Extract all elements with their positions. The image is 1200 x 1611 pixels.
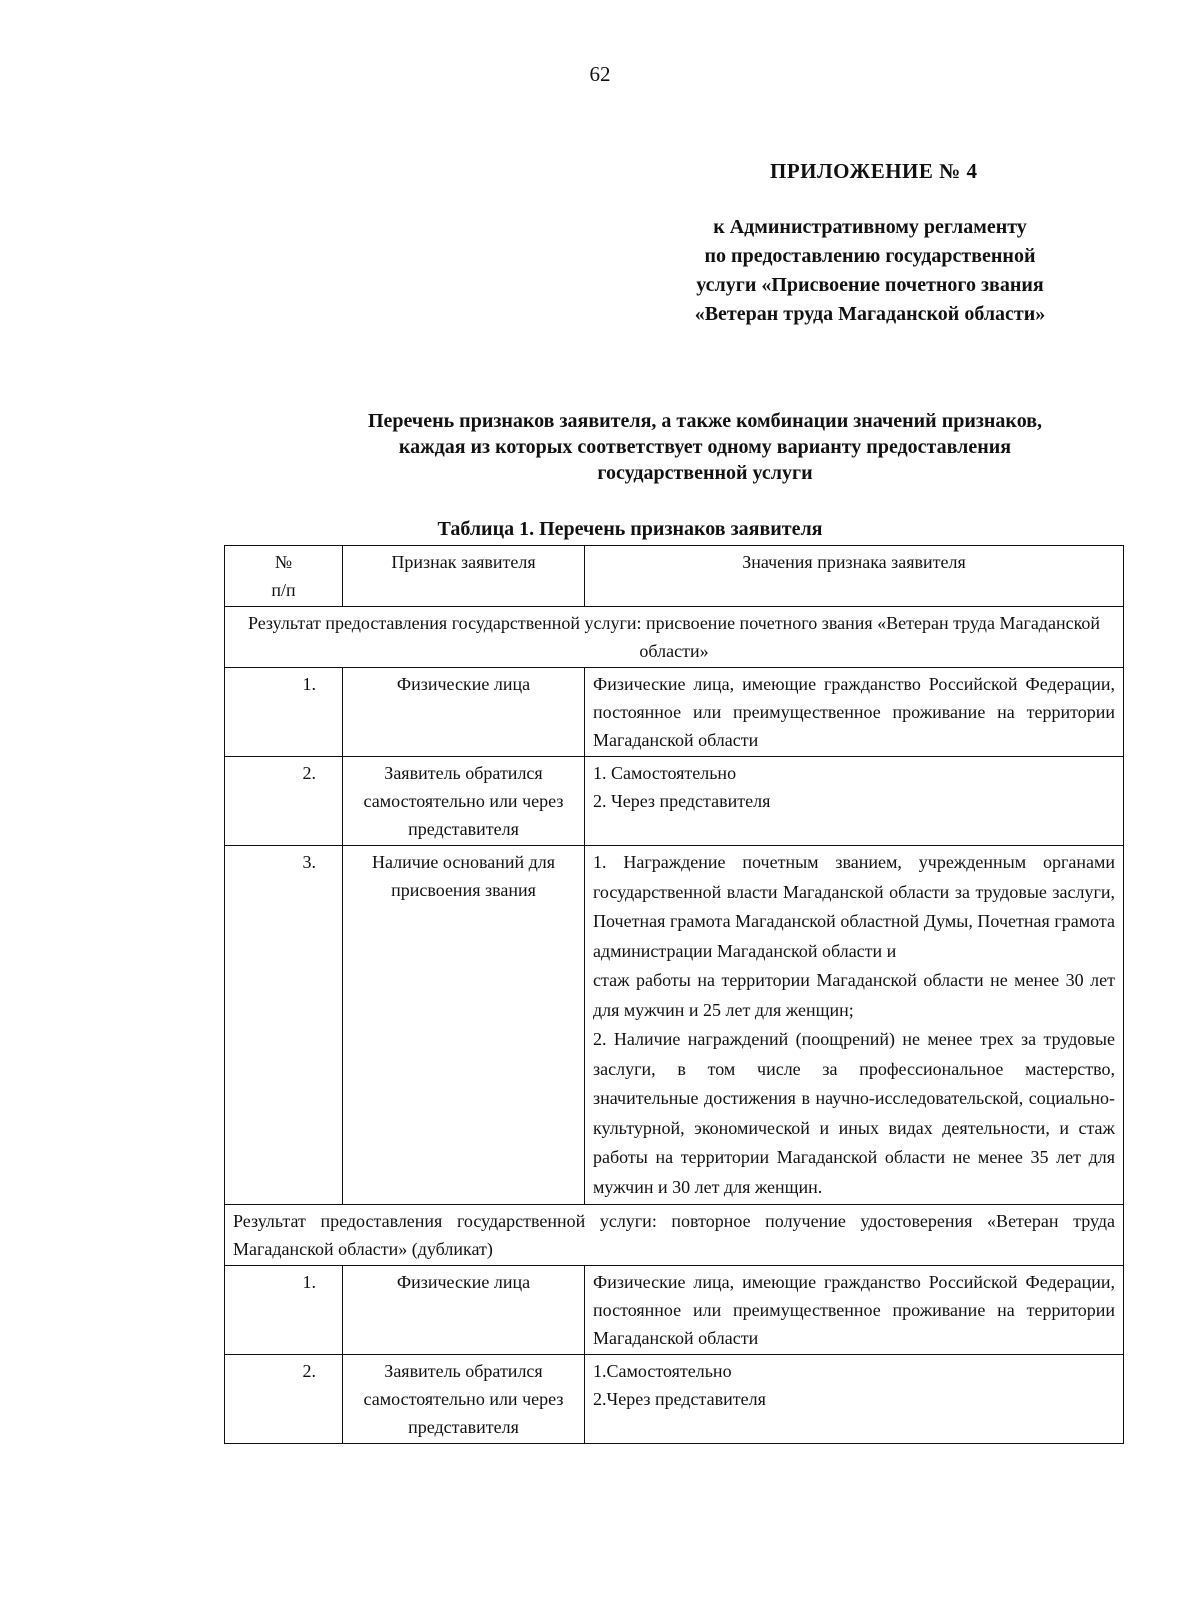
table-caption: Таблица 1. Перечень признаков заявителя [437,518,823,540]
row-number: 3. [225,846,343,1205]
appendix-title: ПРИЛОЖЕНИЕ № 4 [770,159,978,183]
value-item: 1. Самостоятельно [593,763,737,783]
row-sign: Заявитель обратился самостоятельно или через представителя [343,1355,585,1444]
row-number: 1. [225,1266,343,1355]
table-row [225,668,1124,757]
heading-line: каждая из которых соответствует одному варианту предоставления [398,436,1012,458]
row-sign: Наличие оснований для присвоения звания [343,846,585,1205]
row-number: 2. [225,1355,343,1444]
table-row [225,757,1124,846]
row-value [585,1266,1124,1355]
result-text: Результат предоставления государственной услуги: присвоение почетного звания «Ветеран труда Магаданской области» [225,607,1124,668]
header-sign: Признак заявителя [343,546,585,607]
table-row [225,1266,1124,1355]
value-item: 2. Через представителя [593,791,771,811]
value-item: 2.Через представителя [593,1389,766,1409]
table-header-row [225,546,1124,607]
row-sign: Физические лица [343,1266,585,1355]
criteria-table [224,545,1124,1444]
regulation-line: к Административному регламенту [713,216,1027,238]
value-item: стаж работы на территории Магаданской области не менее 30 лет для мужчин и 25 лет для женщин; [593,970,1115,1020]
value-item: Физические лица, имеющие гражданство Российской Федерации, постоянное или преимущественное проживание на территории Магаданской области [593,1272,1115,1348]
regulation-reference [655,213,1085,329]
heading-line: государственной услуги [597,462,813,484]
value-item: Физические лица, имеющие гражданство Российской Федерации, постоянное или преимущественное проживание на территории Магаданской области [593,674,1115,750]
value-item: 1.Самостоятельно [593,1361,732,1381]
regulation-line: «Ветеран труда Магаданской области» [694,303,1046,325]
heading-line: Перечень признаков заявителя, а также комбинации значений признаков, [367,410,1042,432]
result-row [225,607,1124,668]
row-value [585,757,1124,846]
result-row [225,1205,1124,1266]
row-value [585,846,1124,1205]
header-num-line: п/п [271,580,296,600]
header-num [225,546,343,607]
row-number: 1. [225,668,343,757]
row-sign: Физические лица [343,668,585,757]
table-row [225,846,1124,1205]
value-item: 2. Наличие награждений (поощрений) не менее трех за трудовые заслуги, в том числе за профессиональное мастерство, значительные достижения в научно-исследовательской, социально-культурной, экономической и иных видах деятельности, и стаж работы на территории Магаданской области не менее 35 лет для мужчин и 30 лет для женщин. [593,1029,1115,1197]
header-value: Значения признака заявителя [585,546,1124,607]
row-value [585,1355,1124,1444]
value-item: 1. Награждение почетным званием, учрежденным органами государственной власти Магаданской области за трудовые заслуги, Почетная грамота Магаданской областной Думы, Почетная грамота администрации Магаданской области и [593,852,1115,961]
regulation-line: услуги «Присвоение почетного звания [696,274,1044,296]
row-number: 2. [225,757,343,846]
page-number: 62 [589,62,611,86]
regulation-line: по предоставлению государственной [704,245,1036,267]
row-sign: Заявитель обратился самостоятельно или через представителя [343,757,585,846]
table-row [225,1355,1124,1444]
document-heading [300,408,1110,486]
result-text: Результат предоставления государственной услуги: повторное получение удостоверения «Ветеран труда Магаданской области» (дубликат) [225,1205,1124,1266]
header-num-line: № [274,552,293,572]
row-value [585,668,1124,757]
